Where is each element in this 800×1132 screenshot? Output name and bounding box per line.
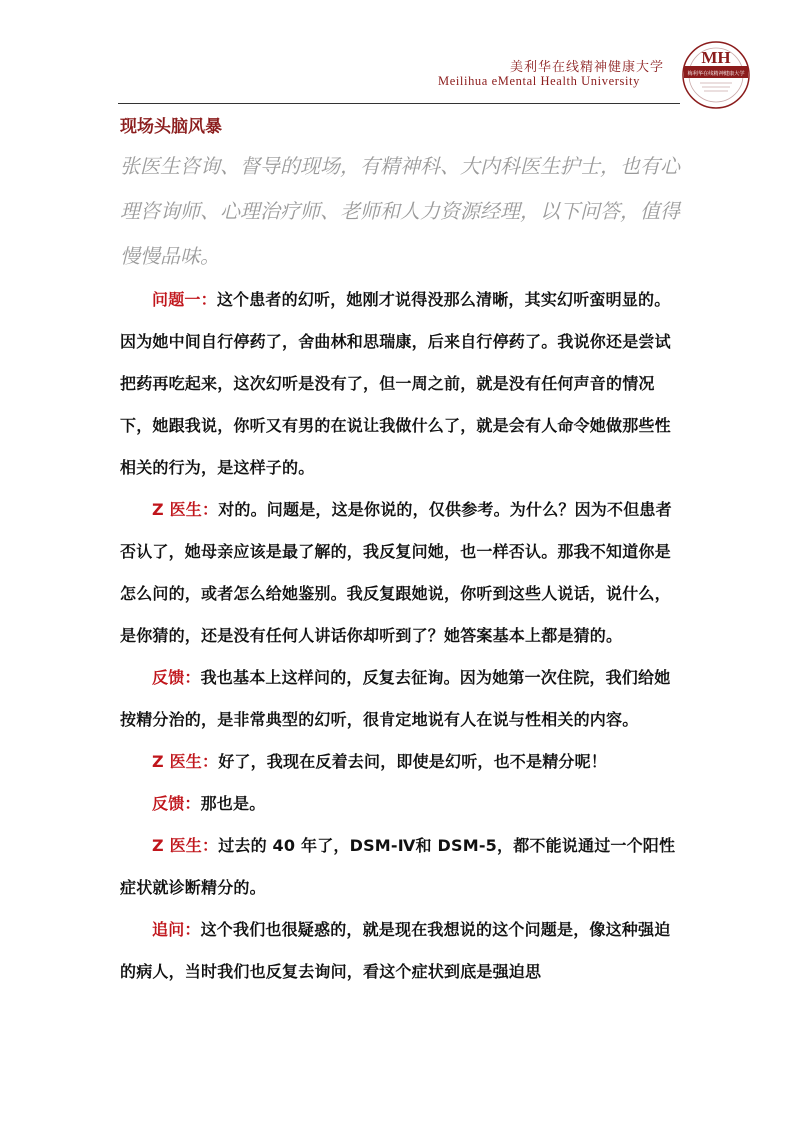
dialogue-paragraph	[120, 783, 686, 825]
speaker-label: Z 医生：	[152, 836, 219, 855]
speaker-label: 问题一：	[152, 290, 217, 309]
dialogue-text: 好了，我现在反着去问，即使是幻听，也不是精分呢！	[218, 752, 607, 771]
speaker-label: 反馈：	[152, 794, 201, 813]
page-header	[0, 0, 800, 110]
dialogue-text: 这个患者的幻听，她刚才说得没那么清晰，其实幻听蛮明显的。因为她中间自行停药了，舍曲林和思瑞康，后来自行停药了。我说你还是尝试把药再吃起来，这次幻听是没有了，但一周之前，就是没有任何声音的情况下，她跟我说，你听又有男的在说让我做什么了，就是会有人命令她做那些性相关的行为，是这样子的。	[120, 290, 671, 477]
speaker-label: 追问：	[152, 920, 201, 939]
university-name-cn: 美利华在线精神健康大学	[510, 60, 665, 75]
section-title: 现场头脑风暴	[120, 117, 222, 137]
dialogue-paragraph	[120, 909, 686, 993]
dialogue-text: 那也是。	[200, 794, 266, 813]
header-divider	[118, 103, 680, 104]
dialogue-text: 过去的 40 年了，DSM-Ⅳ和 DSM-5，都不能说通过一个阳性症状就诊断精分的。	[120, 836, 676, 897]
dialogue-paragraph	[120, 825, 686, 909]
dialogue-paragraph	[120, 279, 686, 489]
dialogue-text: 对的。问题是，这是你说的，仅供参考。为什么？因为不但患者否认了，她母亲应该是最了解的，我反复问她，也一样否认。那我不知道你是怎么问的，或者怎么给她鉴别。我反复跟她说，你听到这些人说话，说什么，是你猜的，还是没有任何人讲话你却听到了？她答案基本上都是猜的。	[120, 500, 672, 645]
speaker-label: 反馈：	[152, 668, 201, 687]
logo-band-text: 梅利华在线精神健康大学	[687, 71, 745, 77]
university-logo	[682, 41, 750, 109]
university-name-en: Meilihua eMental Health University	[438, 74, 640, 88]
dialogue-paragraph	[120, 489, 686, 657]
article-body	[120, 114, 686, 993]
dialogue-paragraph	[120, 741, 686, 783]
dialogue-text: 我也基本上这样问的，反复去征询。因为她第一次住院，我们给她按精分治的，是非常典型的幻听，很肯定地说有人在说与性相关的内容。	[120, 668, 671, 729]
speaker-label: Z 医生：	[152, 752, 219, 771]
dialogue-paragraph	[120, 657, 686, 741]
dialogue-text: 这个我们也很疑惑的，就是现在我想说的这个问题是，像这种强迫的病人，当时我们也反复去询问，看这个症状到底是强迫思	[120, 920, 671, 981]
logo-monogram: MH	[701, 48, 731, 67]
speaker-label: Z 医生：	[152, 500, 219, 519]
intro-paragraph: 张医生咨询、督导的现场，有精神科、大内科医生护士，也有心理咨询师、心理治疗师、老师和人力资源经理，以下问答，值得慢慢品味。	[120, 154, 680, 268]
